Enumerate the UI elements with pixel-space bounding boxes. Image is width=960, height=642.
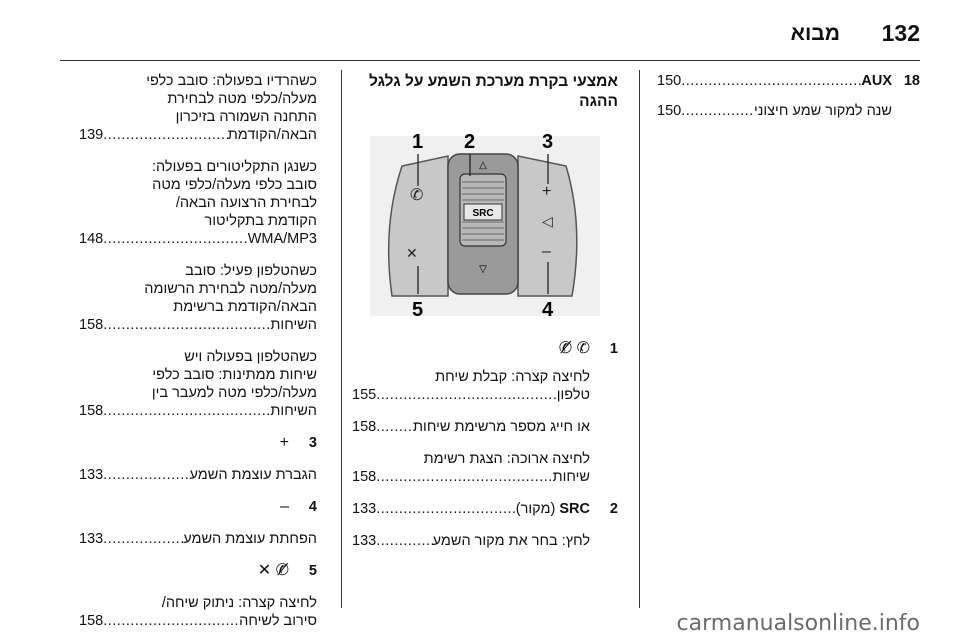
svg-text:◁: ◁ [542,213,553,229]
callout-3: 3 [542,131,554,153]
entry-page: 150 [657,73,682,89]
rotate-entry-waiting: כשהטלפון בפעולה ויש שיחות ממתינות: סובב כלפי מעלה/כלפי מטה למעבר בין השיחות ..... 158 [77,348,317,420]
svg-text:+: + [542,183,552,200]
callout-4: 4 [542,299,554,321]
svg-text:✆: ✆ [410,187,424,204]
page-number: 132 [881,20,920,46]
callout-5: 5 [412,299,424,321]
entry-page: 150 [657,103,682,119]
hangup-mute-icon: ✆̸ ✕ [257,562,289,579]
item-4-text: הפחתת עוצמת השמע ..... 133 [77,530,317,548]
item-5-text: לחיצה קצרה: ניתוק שיחה/ סירוב לשיחה ..... 158 [77,594,317,630]
index-entry-aux [655,72,920,120]
minus-icon: – [280,498,289,515]
chapter-title: מבוא [790,22,840,45]
svg-text:△: △ [479,160,487,171]
header-divider [60,60,920,61]
middle-column [350,72,618,564]
item-3-text: הגברת עוצמת השמע ..... 133 [77,466,317,484]
src-button-label: SRC [472,208,494,219]
callout-2: 2 [464,131,476,153]
svg-text:–: – [542,243,551,260]
entry-label: שנה למקור שמע חיצוני [753,103,892,119]
column-divider-left [341,70,342,608]
rotate-entry-phone: כשהטלפון פעיל: סובב מעלה/מטה לבחירת הרשומה הבאה/הקודמת ברשימת השיחות ..... 158 [77,262,317,334]
item-2: 2 SRC (מקור) ..... 133 לחץ: בחר את מקור השמע ..... 133 [350,500,618,550]
entry-label: AUX [861,73,892,89]
left-column [77,72,317,630]
item-number: 1 [609,341,618,357]
item-3: 3 + [77,434,317,452]
column-divider-right [639,70,640,608]
phone-icon: ✆ ✆̸ [558,340,590,357]
svg-text:✕: ✕ [406,245,418,261]
item-5: 5 ✆̸ ✕ [77,562,317,580]
watermark: carmanualsonline.info [676,611,920,636]
item-number: 2 [609,501,618,517]
svg-text:▽: ▽ [479,264,487,275]
section-heading: אמצעי בקרת מערכת השמע על גלגל ההגה [369,73,618,110]
item-1: 1 ✆ ✆̸ לחיצה קצרה: קבלת שיחת טלפון ..... 155 או חייג מספר מרשימת שיחות ..... 158 לחיצה ארוכה: הצגת רשימת שיחות ..... 158 [350,340,618,486]
steering-wheel-controls-image [352,126,618,322]
page-header [60,18,920,56]
entry-number: 18 [903,73,920,89]
right-column [655,72,920,134]
rotate-entry-cd: כשנגן התקליטורים בפעולה: סובב כלפי מעלה/כלפי מטה לבחירת הרצועה הבאה/ הקודמת בתקליטור WMA/MP3 ..... 148 [77,158,317,248]
item-4: 4 – [77,498,317,516]
callout-1: 1 [412,131,424,153]
plus-icon: + [279,434,289,451]
rotate-entry-radio: כשהרדיו בפעולה: סובב כלפי מעלה/כלפי מטה לבחירת התחנה השמורה בזיכרון הבאה/הקודמת ..... 139 [77,72,317,144]
